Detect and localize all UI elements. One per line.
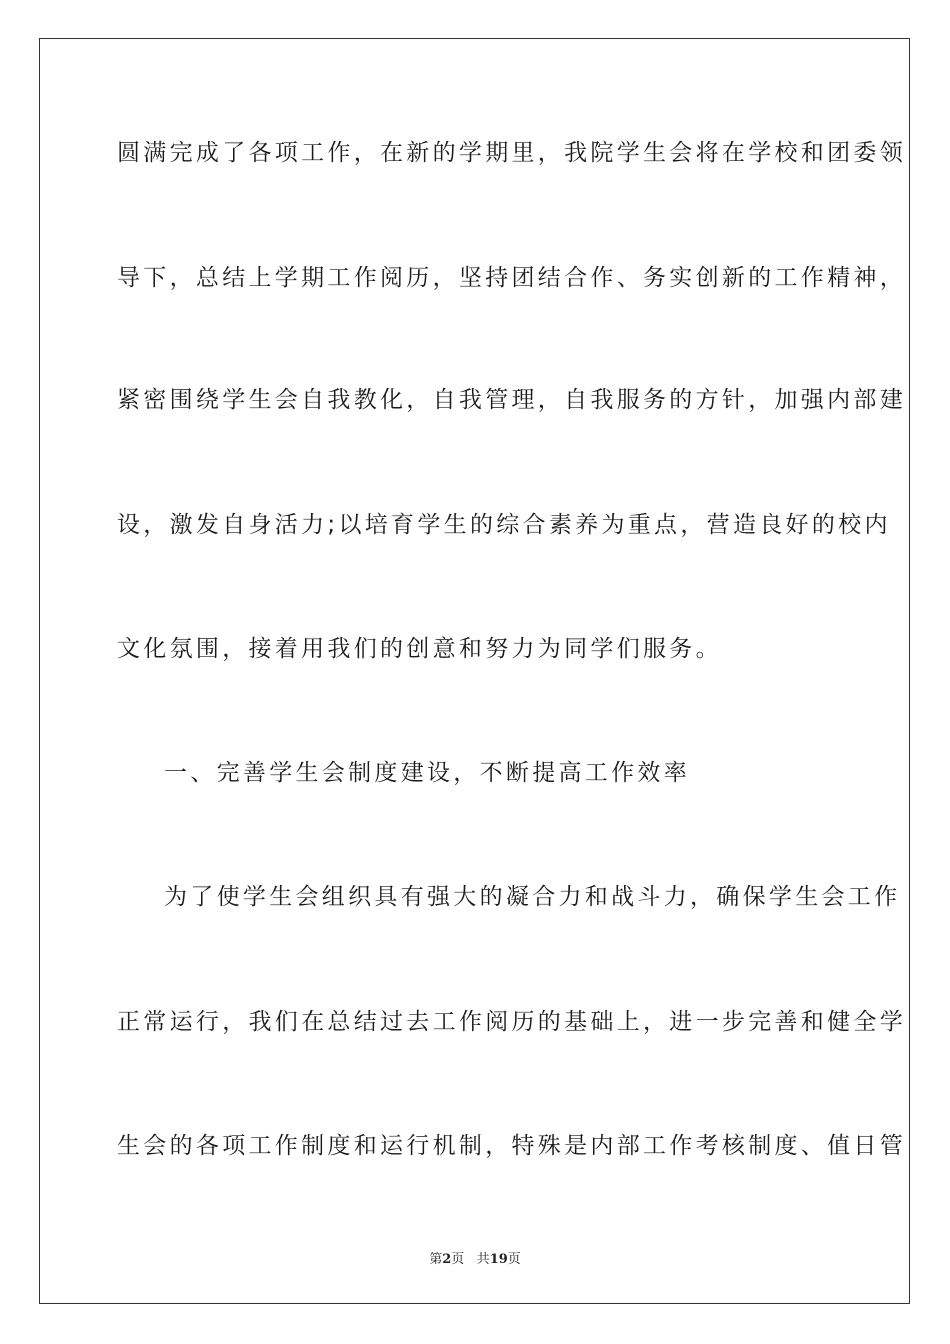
current-page-number: 2 xyxy=(442,1252,452,1267)
body-text-line: 导下，总结上学期工作阅历，坚持团结合作、务实创新的工作精神， xyxy=(117,265,906,291)
body-text-line: 生会的各项工作制度和运行机制，特殊是内部工作考核制度、值日管 xyxy=(117,1133,906,1159)
total-unit: 页 xyxy=(507,1252,521,1267)
total-page-number: 19 xyxy=(489,1252,508,1267)
body-text-line: 为了使学生会组织具有强大的凝合力和战斗力，确保学生会工作 xyxy=(164,884,901,910)
body-text-line: 圆满完成了各项工作，在新的学期里，我院学生会将在学校和团委领 xyxy=(117,140,906,166)
body-text-line: 设，激发自身活力;以培育学生的综合素养为重点，营造良好的校内 xyxy=(117,512,891,538)
section-heading: 一、完善学生会制度建设，不断提高工作效率 xyxy=(164,760,690,786)
total-prefix: 共 xyxy=(476,1252,490,1267)
page-prefix: 第 xyxy=(429,1252,443,1267)
page-border xyxy=(39,38,910,1304)
body-text-line: 正常运行，我们在总结过去工作阅历的基础上，进一步完善和健全学 xyxy=(117,1009,906,1035)
page-unit: 页 xyxy=(451,1252,465,1267)
body-text-line: 紧密围绕学生会自我教化，自我管理，自我服务的方针，加强内部建 xyxy=(117,387,906,413)
body-text-line: 文化氛围，接着用我们的创意和努力为同学们服务。 xyxy=(117,636,722,662)
page-footer xyxy=(0,1248,950,1267)
